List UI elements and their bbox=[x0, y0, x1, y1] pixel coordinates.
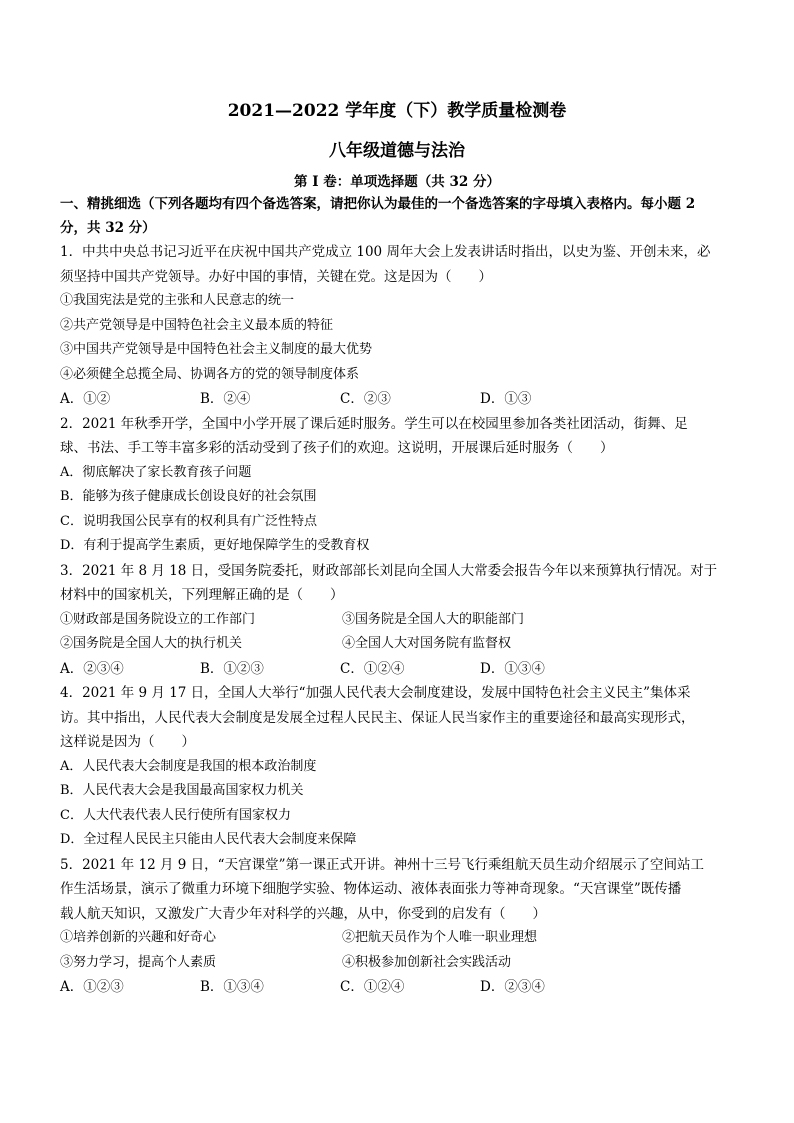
option-b: B．能够为孩子健康成长创设良好的社会氛围 bbox=[60, 489, 317, 504]
question-text: 访。其中指出，人民代表大会制度是发展全过程人民民主、保证人民当家作主的重要途径和最高实现形式， bbox=[60, 709, 695, 726]
question-text: 1．中共中央总书记习近平在庆祝中国共产党成立 100 周年大会上发表讲话时指出，以史为鉴、开创未来，必 bbox=[60, 244, 711, 260]
question-text: 须坚持中国共产党领导。办好中国的事情，关键在党。这是因为（ ） bbox=[60, 268, 492, 285]
option-d: D．②③④ bbox=[480, 979, 545, 995]
statement: ③中国共产党领导是中国特色社会主义制度的最大优势 bbox=[60, 342, 373, 357]
question-1 bbox=[60, 240, 734, 412]
question-text: 材料中的国家机关，下列理解正确的是（ ） bbox=[60, 587, 344, 603]
option-a: A．②③④ bbox=[60, 660, 124, 677]
option-d: D．有利于提高学生素质，更好地保障学生的受教育权 bbox=[60, 538, 370, 553]
part-title: 第 I 卷：单项选择题（共 32 分） bbox=[294, 174, 500, 190]
answer-options bbox=[60, 657, 734, 682]
statement: ①财政部是国务院设立的工作部门 bbox=[60, 611, 256, 627]
option-d: D．①③④ bbox=[480, 660, 545, 677]
subject-title: 八年级道德与法治 bbox=[329, 141, 465, 161]
statement-row bbox=[60, 951, 734, 976]
option-a: A．人民代表大会制度是我国的根本政治制度 bbox=[60, 758, 317, 774]
question-5 bbox=[60, 853, 734, 1000]
section-instructions: 一、精挑细选（下列各题均有四个备选答案，请把你认为最佳的一个备选答案的字母填入表格内。每小题 2 bbox=[60, 196, 696, 212]
statement: ③努力学习，提高个人素质 bbox=[60, 954, 217, 970]
section-instructions-cont: 分，共 32 分） bbox=[60, 220, 156, 236]
question-text: 4．2021 年 9 月 17 日，全国人大举行“加强人民代表大会制度建设，发展中国特色社会主义民主”集体采 bbox=[60, 685, 691, 701]
question-text: 作生活场景，演示了微重力环境下细胞学实验、物体运动、液体表面张力等神奇现象。“天宫课堂”既传播 bbox=[60, 881, 682, 897]
statement: ④积极参加创新社会实践活动 bbox=[342, 954, 512, 970]
option-d: D．全过程人民民主只能由人民代表大会制度来保障 bbox=[60, 832, 357, 847]
option-c: C．①②④ bbox=[340, 660, 405, 677]
statement: ③国务院是全国人大的职能部门 bbox=[342, 611, 525, 627]
statement: ②国务院是全国人大的执行机关 bbox=[60, 636, 243, 651]
option-c: C．②③ bbox=[340, 391, 391, 407]
statement-row bbox=[60, 632, 734, 657]
option-c: C．①②④ bbox=[340, 979, 405, 995]
option-a: A．彻底解决了家长教育孩子问题 bbox=[60, 464, 252, 480]
answer-options bbox=[60, 975, 734, 1000]
question-text: 5．2021 年 12 月 9 日，“天宫课堂”第一课正式开讲。神州十三号飞行乘组航天员生动介绍展示了空间站工 bbox=[60, 856, 704, 873]
question-text: 2．2021 年秋季开学，全国中小学开展了课后延时服务。学生可以在校园里参加各类社团活动，街舞、足 bbox=[60, 415, 688, 432]
statement: ②把航天员作为个人唯一职业理想 bbox=[342, 930, 538, 945]
option-b: B．②④ bbox=[200, 391, 251, 407]
question-2 bbox=[60, 412, 734, 559]
option-d: D．①③ bbox=[480, 391, 532, 407]
option-c: C．人大代表代表人民行使所有国家权力 bbox=[60, 807, 291, 823]
exam-title: 2021—2022 学年度（下）教学质量检测卷 bbox=[227, 101, 567, 121]
question-text: 3．2021 年 8 月 18 日，受国务院委托，财政部部长刘昆向全国人大常委会报告今年以来预算执行情况。对于 bbox=[60, 562, 718, 579]
statement-row bbox=[60, 926, 734, 951]
statement: ①培养创新的兴趣和好奇心 bbox=[60, 930, 217, 945]
option-a: A．①②③ bbox=[60, 979, 124, 995]
question-text: 球、书法、手工等丰富多彩的活动受到了孩子们的欢迎。这说明，开展课后延时服务（ ） bbox=[60, 440, 614, 456]
statement: ④全国人大对国务院有监督权 bbox=[342, 636, 512, 651]
statement: ④必须健全总揽全局、协调各方的党的领导制度体系 bbox=[60, 366, 360, 382]
statement: ①我国宪法是党的主张和人民意志的统一 bbox=[60, 293, 295, 308]
question-text: 载人航天知识，又激发广大青少年对科学的兴趣，从中，你受到的启发有（ ） bbox=[60, 905, 546, 922]
answer-options bbox=[60, 387, 734, 412]
option-a: A．①② bbox=[60, 391, 111, 407]
option-c: C．说明我国公民享有的权利具有广泛性特点 bbox=[60, 513, 317, 529]
statement-row bbox=[60, 608, 734, 633]
option-b: B．①②③ bbox=[200, 660, 264, 677]
option-b: B．人民代表大会是我国最高国家权力机关 bbox=[60, 783, 304, 798]
question-text: 这样说是因为（ ） bbox=[60, 734, 195, 750]
question-3 bbox=[60, 559, 734, 682]
option-b: B．①③④ bbox=[200, 979, 264, 995]
statement: ②共产党领导是中国特色社会主义最本质的特征 bbox=[60, 317, 334, 333]
question-4 bbox=[60, 681, 734, 853]
